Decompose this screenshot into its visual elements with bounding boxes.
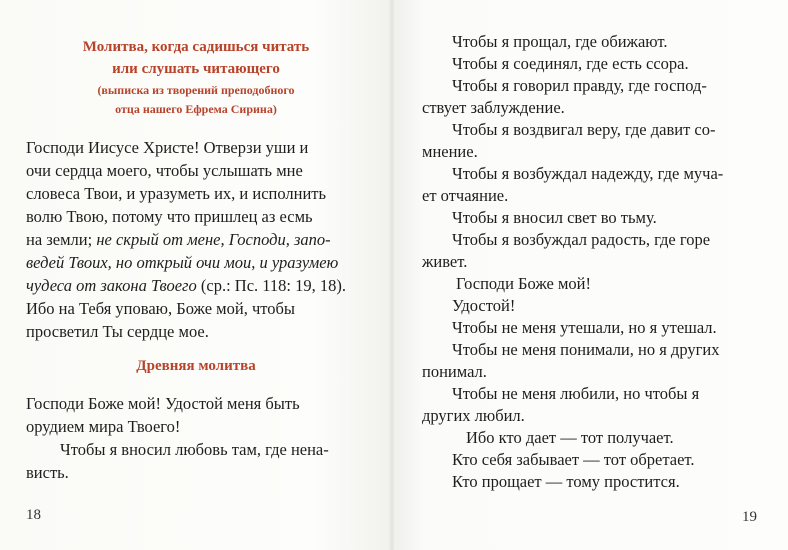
prayer1-line: ведей Твоих, но открый очи мои, и уразумею [26, 253, 339, 272]
right-line: Ибо кто дает — тот получает. [466, 428, 674, 447]
prayer1-line: волю Твою, потому что пришлец аз есмь [26, 207, 313, 226]
prayer-subheading-line2: отца нашего Ефрема Сирина) [115, 102, 277, 116]
right-line: ет отчаяние. [422, 186, 509, 205]
right-line: ствует заблуждение. [422, 98, 565, 117]
ancient-prayer-heading: Древняя молитва [136, 358, 256, 374]
prayer1-italic-text: чудеса от закона Твоего [26, 276, 197, 295]
right-line: Чтобы не меня утешали, но я утешал. [452, 318, 717, 337]
prayer2-line: орудием мира Твоего! [26, 417, 181, 436]
right-line: Чтобы я говорил правду, где господ- [452, 76, 707, 95]
right-line: понимал. [422, 362, 487, 381]
prayer2-line: Чтобы я вносил любовь там, где нена- [60, 440, 329, 459]
right-line: Чтобы я вносил свет во тьму. [452, 208, 657, 227]
right-line: Чтобы не меня понимали, но я других [452, 340, 720, 359]
right-line: Чтобы не меня любили, но чтобы я [452, 384, 700, 403]
right-line: Кто себя забывает — тот обретает. [452, 450, 695, 469]
prayer1-line: словеса Твои, и уразуметь их, и исполнить [26, 184, 327, 203]
right-line: Чтобы я соединял, где есть ссора. [452, 54, 689, 73]
page-number-right: 19 [742, 509, 757, 525]
right-line: других любил. [422, 406, 525, 425]
page-number-left: 18 [26, 507, 41, 523]
right-line: Чтобы я прощал, где обижают. [452, 32, 668, 51]
scripture-reference: (ср.: Пс. 118: 19, 18). [196, 276, 346, 295]
right-line: Чтобы я возбуждал надежду, где мучa- [452, 164, 724, 183]
prayer1-line: Господи Иисусе Христе! Отверзи уши и [26, 138, 309, 157]
prayer1-text: на земли; [26, 230, 97, 249]
book-gutter [388, 0, 396, 550]
prayer1-line [26, 275, 346, 297]
right-line: Чтобы я возбуждал радость, где горе [452, 230, 711, 249]
prayer2-line: висть. [26, 463, 69, 482]
right-line: Господи Боже мой! [456, 274, 591, 293]
prayer-heading-line2: или слушать читающего [112, 61, 280, 77]
prayer-heading-line1: Молитва, когда садишься читать [82, 39, 310, 55]
right-line: Кто прощает — тому простится. [452, 472, 680, 491]
prayer1-line [26, 229, 331, 251]
prayer1-italic-text: не скрый от мене, Господи, запо- [96, 230, 331, 249]
right-line: Удостой! [452, 296, 516, 315]
right-line: Чтобы я воздвигал веру, где давит со- [452, 120, 716, 139]
prayer-subheading-line1: (выписка из творений преподобного [97, 83, 295, 97]
right-line: живет. [422, 252, 468, 271]
right-line: мнение. [422, 142, 478, 161]
prayer1-line: просветил Ты сердце мое. [26, 322, 209, 341]
prayer1-line: очи сердца моего, чтобы услышать мне [26, 161, 303, 180]
prayer1-line: Ибо на Тебя уповаю, Боже мой, чтобы [26, 299, 295, 318]
prayer2-line: Господи Боже мой! Удостой меня быть [26, 394, 300, 413]
